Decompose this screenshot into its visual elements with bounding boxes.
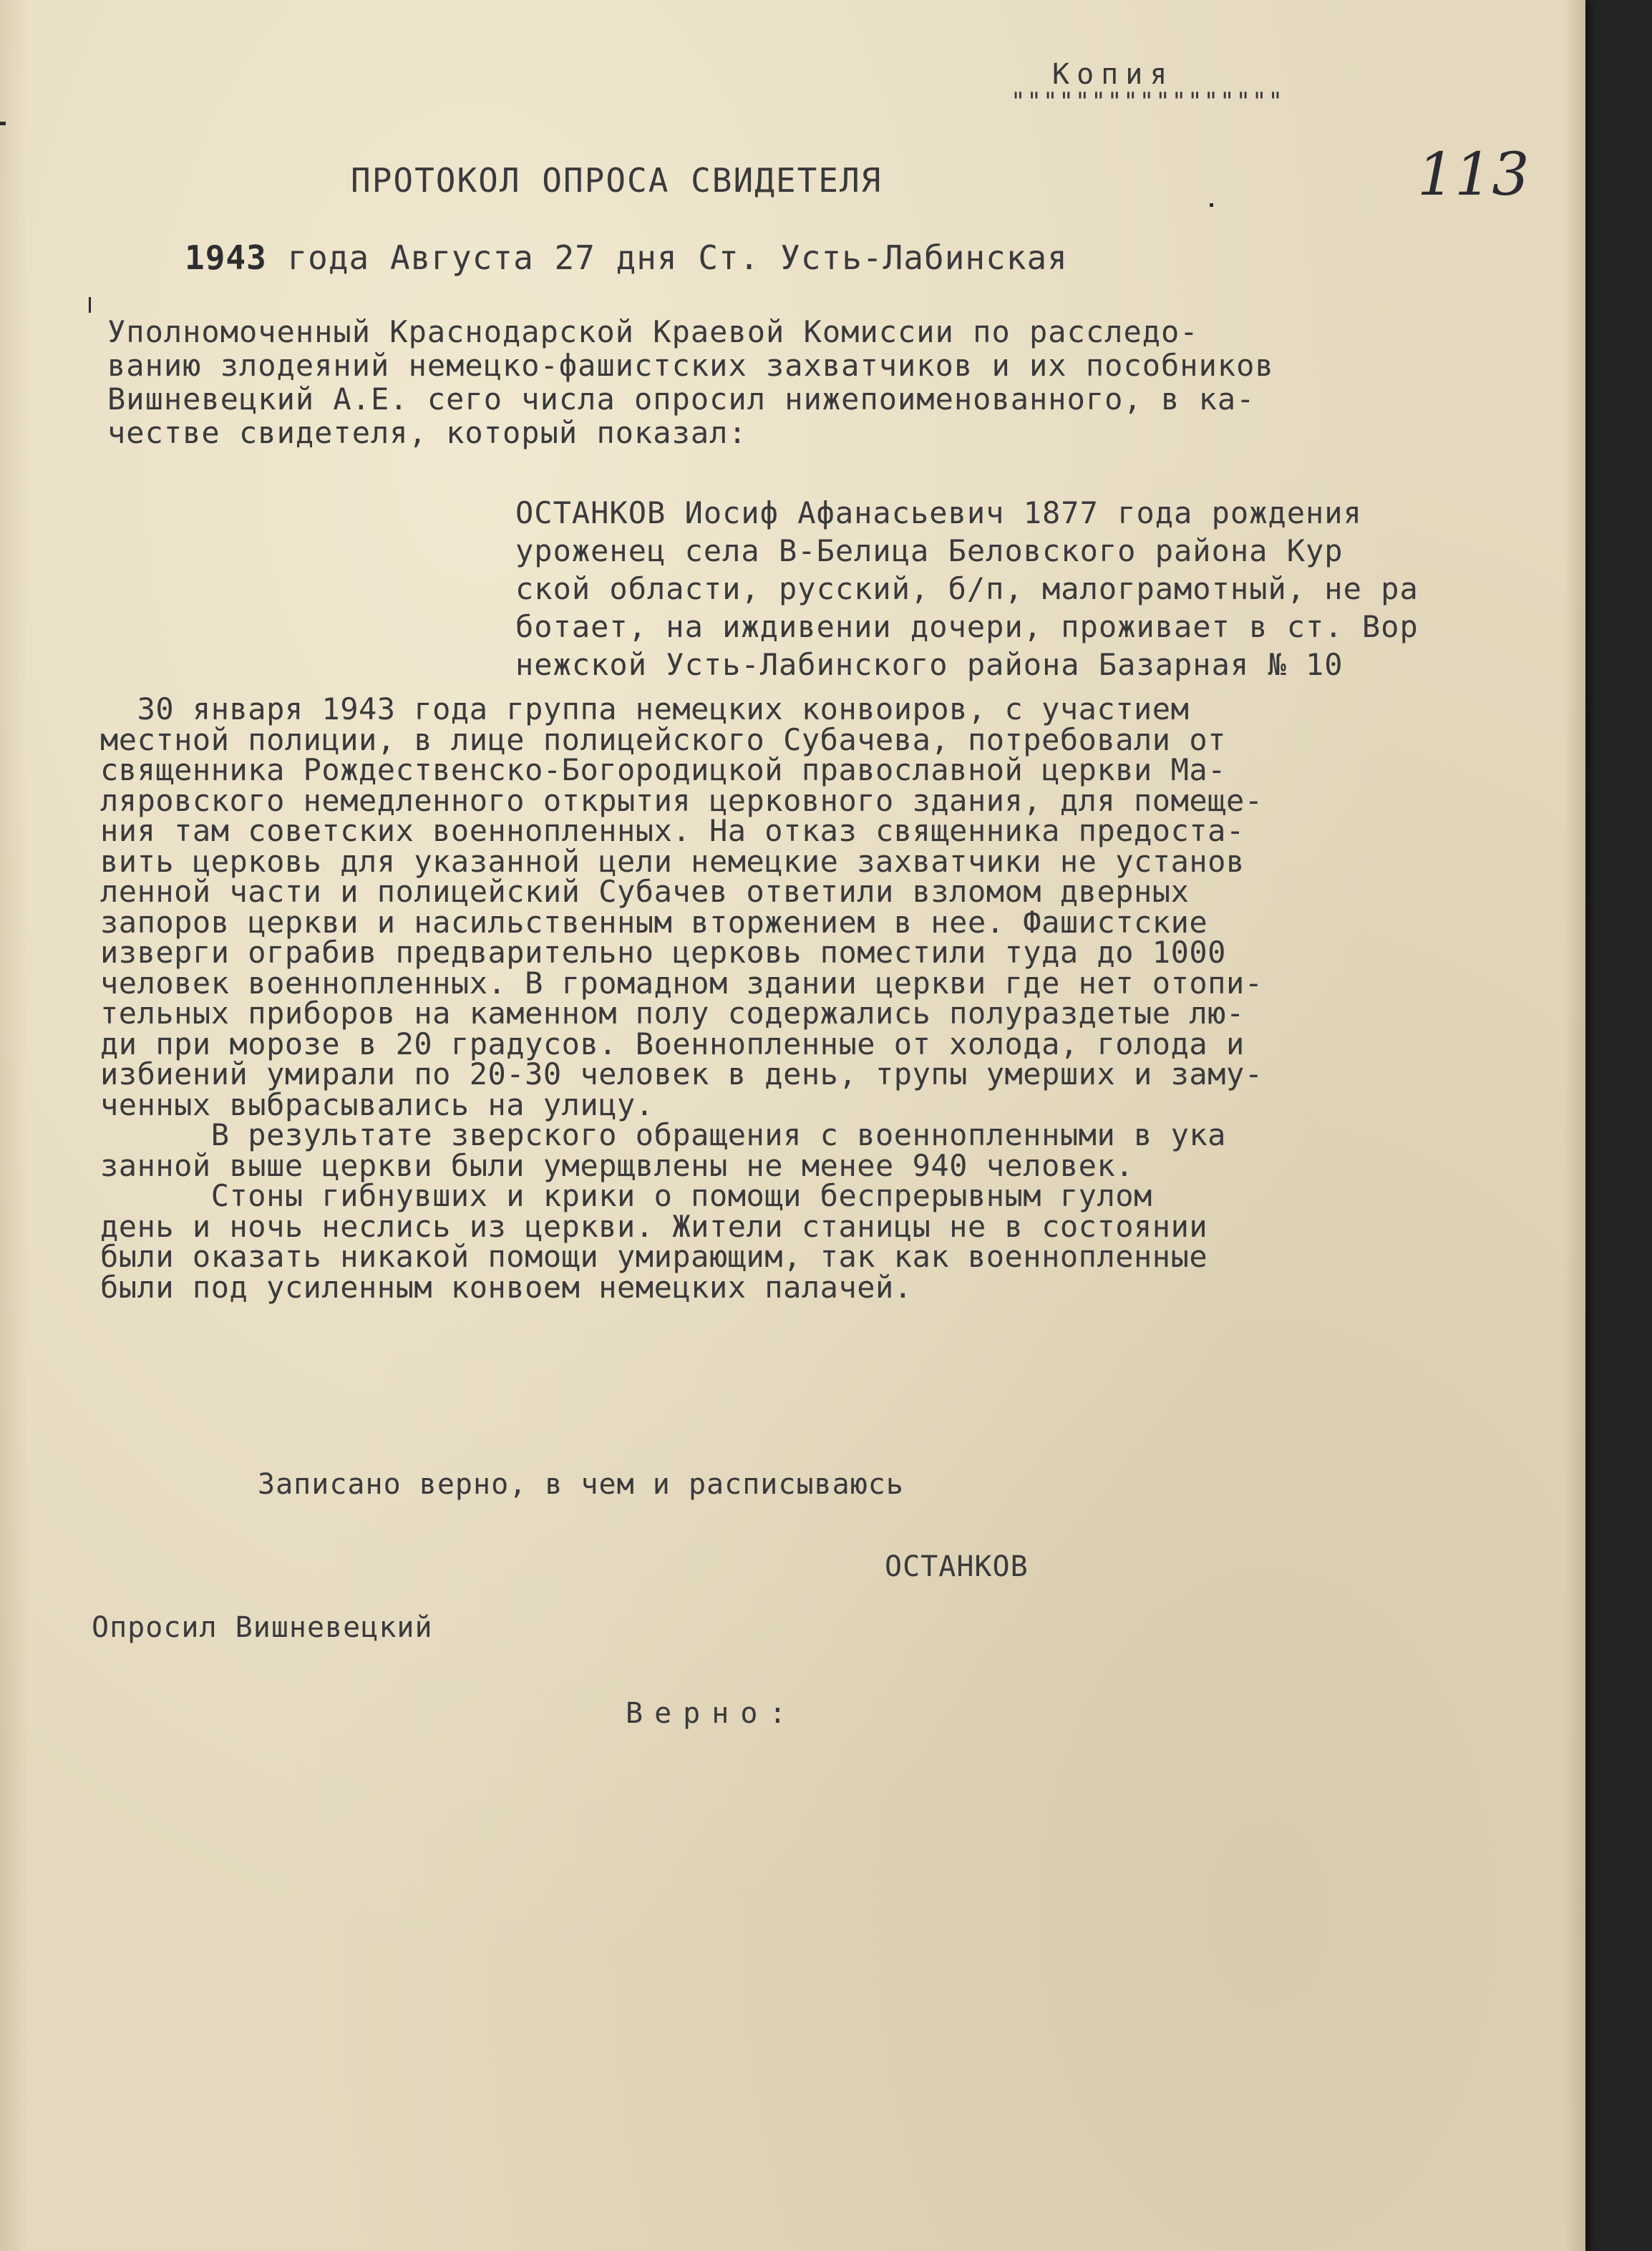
ink-mark: [89, 297, 91, 313]
verified-mark: Верно:: [626, 1697, 798, 1730]
ink-mark: [0, 122, 6, 125]
witness-details: ОСТАНКОВ Иосиф Афанасьевич 1877 года рождения уроженец села В-Белица Беловского района Кур ской области, русский, б/п, малограмотный, не ра ботает, на иждивении дочери, проживает в ст. Вор нежской Усть-Лабинского района Базарная № 10: [515, 495, 1419, 682]
recorded-statement: Записано верно, в чем и расписываюсь: [258, 1468, 904, 1501]
testimony-body: 30 января 1943 года группа немецких конвоиров, с участием местной полиции, в лице полицейского Субачева, потребовали от священника Рождественско-Богородицкой православной церкви Ма- ляровского немедленного открытия церковного здания, для помеще- ния там советских военнопленных. На отказ священника предоста- вить церковь для указанной цели немецкие захватчики не установ ленной части и полицейский Субачев ответили взломом дверных запоров церкви и насильственным вторжением в нее. Фашистские изверги ограбив предварительно церковь поместили туда до 1000 человек военнопленных. В громадном здании церкви где нет отопи- тельных приборов на каменном полу содержались полураздетые лю- ди при морозе в 20 градусов. Военнопленные от холода, голода и избиений умирали по 20-30 человек в день, трупы умерших и заму- ченных выбрасывались на улицу. В результате зверского обращения с военнопленными в ука занной выше церкви были умерщвлены не менее 940 человек. Стоны гибнувших и крики о помощи беспрерывным гулом день и ночь неслись из церкви. Жители станицы не в состоянии были оказать никакой помощи умирающим, так как военнопленные были под усиленным конвоем немецких палачей.: [100, 691, 1263, 1305]
date-place: года Августа 27 дня Ст. Усть-Лабинская: [266, 238, 1068, 277]
witness-signature: ОСТАНКОВ: [885, 1550, 1029, 1583]
archive-page-number: 113: [1417, 141, 1530, 209]
date-line: [185, 240, 1068, 275]
document-title: ПРОТОКОЛ ОПРОСА СВИДЕТЕЛЯ: [351, 161, 883, 200]
date-year: 1943: [185, 238, 267, 277]
ink-mark: [1210, 203, 1213, 207]
copy-mark: Копия: [1052, 58, 1175, 91]
background-edge: [1585, 0, 1652, 2251]
intro-paragraph: Уполномоченный Краснодарской Краевой Комиссии по расследо- ванию злодеяний немецко-фашистских захватчиков и их пособников Вишневецкий А.Е. сего числа опросил нижепоименованного, в ка- честве свидетеля, который показал:: [107, 314, 1274, 450]
copy-underline: """"""""""""""""": [1011, 87, 1284, 116]
questioned-by: Опросил Вишневецкий: [92, 1611, 433, 1644]
